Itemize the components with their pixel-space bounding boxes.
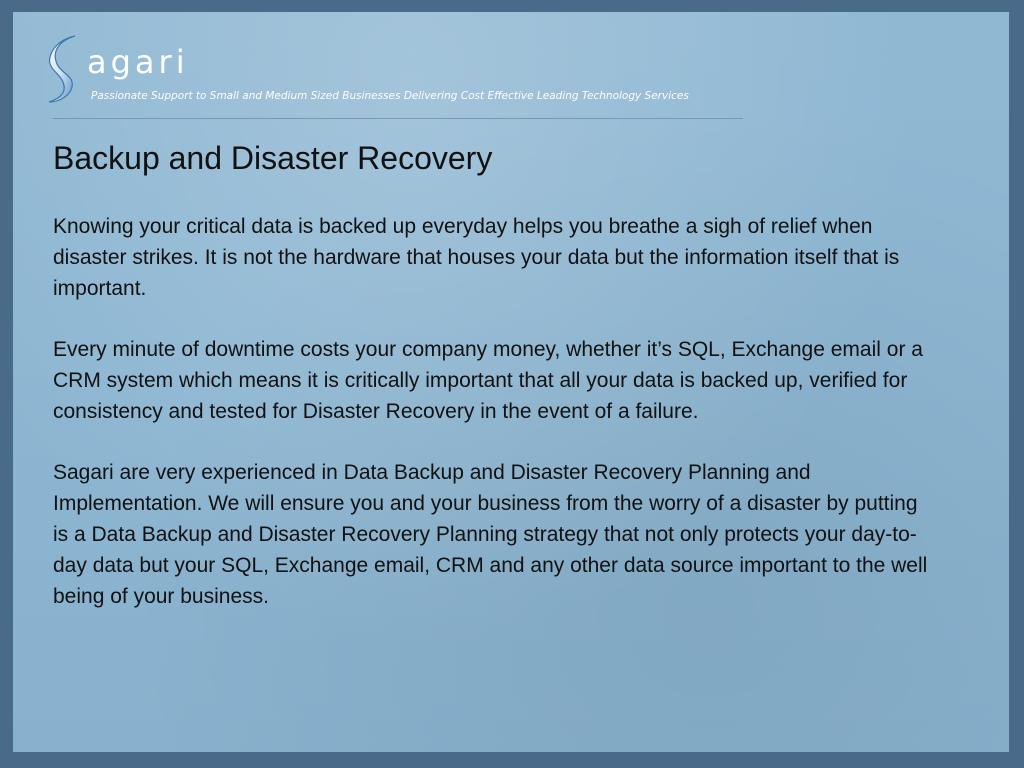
body-paragraph: Knowing your critical data is backed up everyday helps you breathe a sigh of relief when disaster strikes. It is not the hardware that houses your data but the information itself that is important. — [53, 215, 900, 300]
sagari-s-logo-icon — [47, 34, 83, 104]
slide-body — [53, 212, 933, 643]
brand-wordmark: agari — [87, 43, 189, 81]
logo — [47, 32, 767, 107]
brand-tagline: Passionate Support to Small and Medium Sized Businesses Delivering Cost Effective Leading Technology Services — [91, 90, 689, 102]
body-paragraph: Sagari are very experienced in Data Backup and Disaster Recovery Planning and Implementation. We will ensure you and your business from the worry of a disaster by putting is a Data Backup and Disaster Recovery Planning strategy that not only protects your day-to-day data but your SQL, Exchange email, CRM and any other data source important to the well being of your business. — [53, 461, 928, 608]
body-paragraph: Every minute of downtime costs your company money, whether it’s SQL, Exchange email or a CRM system which means it is critically important that all your data is backed up, verified for consistency and tested for Disaster Recovery in the event of a failure. — [53, 338, 923, 423]
header-divider — [53, 118, 743, 119]
slide — [13, 12, 1009, 752]
slide-title: Backup and Disaster Recovery — [53, 140, 493, 176]
